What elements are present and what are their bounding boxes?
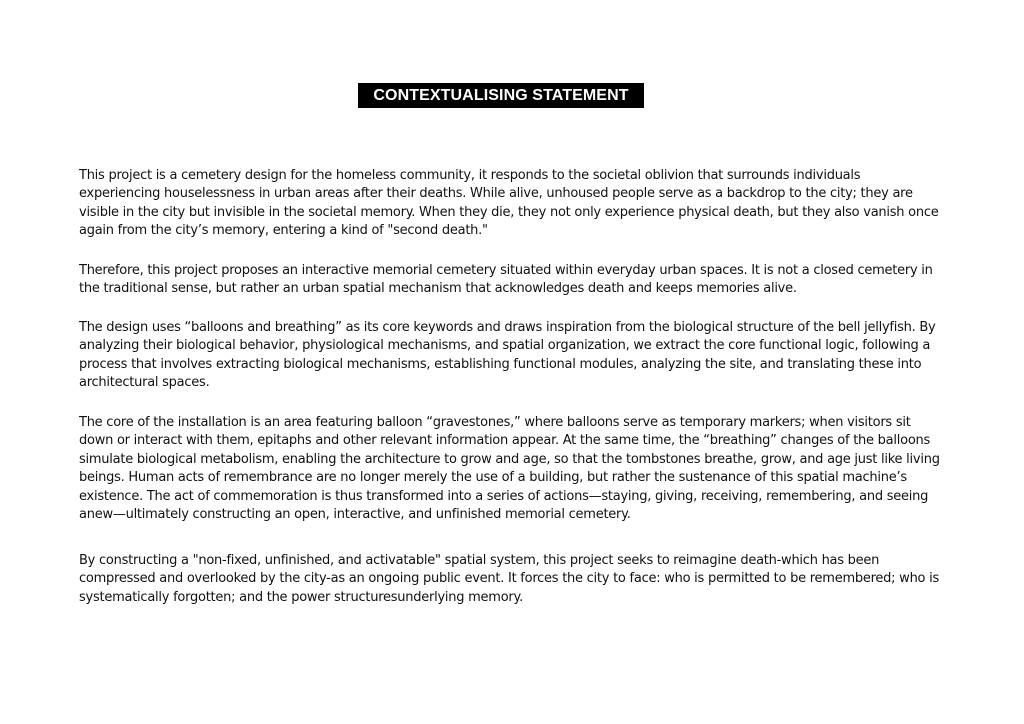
paragraph-proposal: Therefore, this project proposes an interactive memorial cemetery situated within everyday urban spaces. It is not a closed cemetery in the traditional sense, but rather an urban spatial mechanism that acknowledges death and keeps memories alive. bbox=[79, 263, 933, 297]
paragraph-conclusion: By constructing a "non-fixed, unfinished, and activatable" spatial system, this project seeks to reimagine death-which has been compressed and overlooked by the city-as an ongoing public event. It forces the city to face: who is permitted to be remembered; who is systematically forgotten; and the power structuresunderlying memory. bbox=[79, 553, 940, 605]
page-title: CONTEXTUALISING STATEMENT bbox=[373, 86, 629, 104]
paragraph-installation: The core of the installation is an area featuring balloon “gravestones,” where balloons serve as temporary markers; when visitors sit down or interact with them, epitaphs and other relevant information appear. At the same time, the “breathing” changes of the balloons simulate biological metabolism, enabling the architecture to grow and age, so that the tombstones breathe, grow, and age just like living beings. Human acts of remembrance are no longer merely the use of a building, but rather the sustenance of this spatial machine’s existence. The act of commemoration is thus transformed into a series of actions—staying, giving, receiving, remembering, and seeing anew—ultimately constructing an open, interactive, and unfinished memorial cemetery. bbox=[79, 415, 940, 523]
paragraph-intro: This project is a cemetery design for the homeless community, it responds to the societal oblivion that surrounds individuals experiencing houselessness in urban areas after their deaths. While alive, unhoused people serve as a backdrop to the city; they are visible in the city but invisible in the societal memory. When they die, they not only experience physical death, but they also vanish once again from the city’s memory, entering a kind of "second death." bbox=[79, 168, 939, 239]
paragraph-design: The design uses “balloons and breathing” as its core keywords and draws inspiration from the biological structure of the bell jellyfish. By analyzing their biological behavior, physiological mechanisms, and spatial organization, we extract the core functional logic, following a process that involves extracting biological mechanisms, establishing functional modules, analyzing the site, and translating these into architectural spaces. bbox=[79, 320, 936, 391]
title-banner bbox=[358, 83, 644, 108]
